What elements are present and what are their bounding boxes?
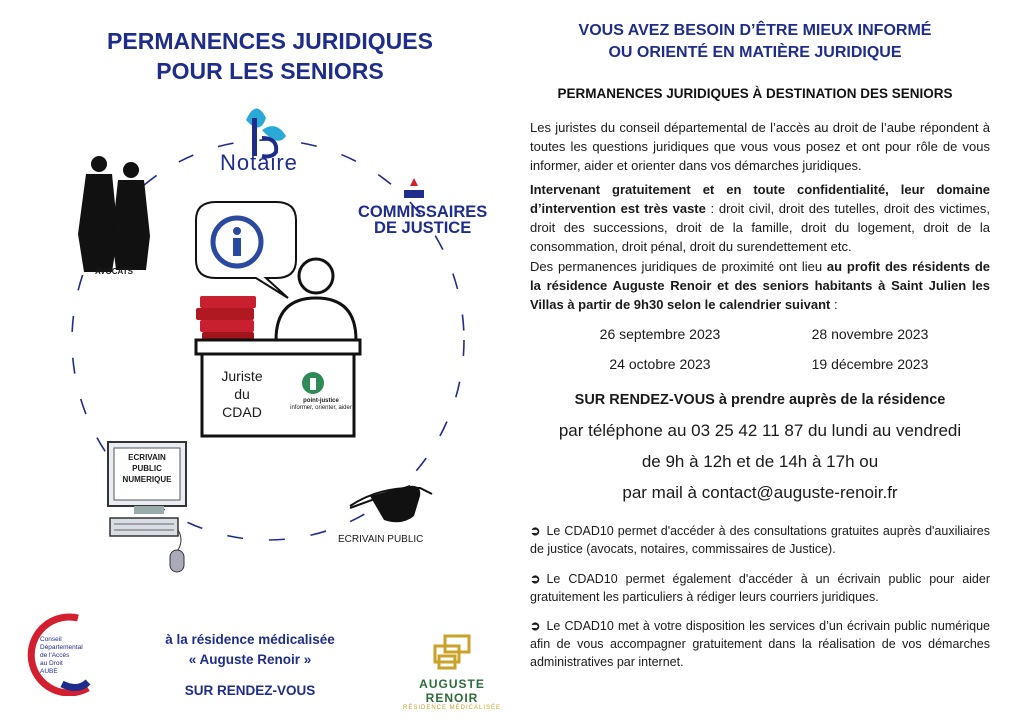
permanences-bold: au profit des résidents de la résidence Auguste Renoir et des seniors habitants à Saint Julien les Villas à partir de 9h30 selon le calendrier suivant	[530, 259, 990, 312]
auguste-renoir-logo	[396, 632, 508, 711]
bullet-arrow-icon: ➲	[530, 572, 541, 586]
commissaires-label	[358, 204, 487, 236]
juriste-line1: Juriste	[221, 368, 263, 384]
residence-line2: « Auguste Renoir »	[188, 652, 312, 667]
cdad-logo-line: de l'Accès	[40, 652, 70, 659]
notaire-label: Notaire	[220, 150, 298, 175]
ecrivain-numerique-label	[114, 452, 180, 485]
hours-line: de 9h à 12h et de 14h à 17h ou	[641, 452, 879, 471]
point-justice-name: point-justice	[303, 398, 339, 404]
footer-sur-rdv: SUR RENDEZ-VOUS	[184, 683, 316, 698]
residence-line1: à la résidence médicalisée	[165, 632, 335, 647]
avocats-label: AVOCATS	[95, 267, 133, 276]
intro-paragraph: Les juristes du conseil départemental de l’accès au droit de l’aube répondent à toutes les questions juridiques que vous vous posez et ont pour rôle de vous informer, aider et orienter dans vos démarches juridiques.	[530, 120, 990, 173]
cdad-logo-text	[40, 636, 83, 676]
ecrivain-public-label: ECRIVAIN PUBLIC	[338, 534, 424, 545]
right-title-line1: VOUS AVEZ BESOIN D’ÊTRE MIEUX INFORMÉ	[578, 22, 932, 39]
cdad-logo	[22, 612, 102, 696]
bullet-arrow-icon: ➲	[530, 619, 541, 633]
right-title	[540, 20, 970, 64]
bullet-item	[530, 522, 990, 558]
ecrivain-numerique-line3: NUMERIQUE	[122, 475, 172, 484]
date-item: 24 octobre 2023	[609, 356, 711, 372]
left-title	[80, 26, 460, 86]
dates-row	[555, 326, 975, 356]
residence-text	[140, 630, 360, 670]
bullet-text: Le CDAD10 permet d'accéder à des consultations gratuites auprès d'auxiliaires de justice (avocats, notaires, commissaires de Justice).	[530, 524, 990, 556]
date-item: 19 décembre 2023	[811, 356, 929, 372]
commissaires-line1: COMMISSAIRES	[358, 203, 488, 221]
cdad-logo-line: Départemental	[40, 644, 83, 651]
auguste-brand: AUGUSTE RENOIR	[419, 677, 485, 705]
point-justice-tagline: informer, orienter, aider	[290, 405, 352, 411]
juriste-line3: CDAD	[222, 404, 262, 420]
bullet-text: Le CDAD10 met à votre disposition les services d’un écrivain public numérique afin de vous accompagner gratuitement dans la réalisation de vos démarches administratives par internet.	[530, 619, 990, 669]
bullet-arrow-icon: ➲	[530, 524, 541, 538]
info-speech-bubble	[196, 202, 296, 298]
writing-hand-icon	[350, 486, 432, 523]
bullet-item	[530, 617, 990, 671]
point-justice-label	[290, 398, 352, 412]
permanences-end: :	[830, 297, 838, 312]
point-justice-icon	[302, 372, 324, 394]
cdad-logo-line: au Droit	[40, 660, 63, 667]
ecrivain-numerique-line1: ECRIVAIN	[128, 453, 166, 462]
juriste-line2: du	[234, 386, 250, 402]
commissaires-logo-icon	[404, 178, 424, 198]
bullet-text: Le CDAD10 permet également d'accéder à un écrivain public pour aider gratuitement les particuliers à rédiger leurs courriers juridiques.	[530, 572, 990, 604]
rdv-heading: SUR RENDEZ-VOUS à prendre auprès de la résidence	[574, 392, 946, 408]
ecrivain-numerique-line2: PUBLIC	[132, 464, 162, 473]
phone-line: par téléphone au 03 25 42 11 87 du lundi au vendredi	[558, 421, 962, 440]
date-item: 28 novembre 2023	[811, 326, 929, 342]
mail-line: par mail à contact@auguste-renoir.fr	[622, 483, 898, 502]
right-subheading: PERMANENCES JURIDIQUES À DESTINATION DES SENIORS	[557, 86, 953, 101]
domain-paragraph	[530, 180, 990, 256]
left-title-line2: POUR LES SENIORS	[156, 58, 384, 84]
avocats-icon	[78, 156, 150, 272]
domain-bold: Intervenant gratuitement et en toute confidentialité, leur domaine d’intervention est très vaste	[530, 182, 990, 216]
commissaires-line2: DE JUSTICE	[374, 219, 472, 237]
auguste-renoir-mark-icon	[427, 632, 477, 672]
cdad-logo-line: Conseil	[40, 636, 62, 643]
right-title-line2: OU ORIENTÉ EN MATIÈRE JURIDIQUE	[608, 44, 902, 61]
permanences-start: Des permanences juridiques de proximité ont lieu	[530, 259, 827, 274]
bullet-item	[530, 570, 990, 606]
dates-calendar	[555, 326, 975, 386]
domain-rest: : droit civil, droit des tutelles, droit des victimes, droit des successions, droit de la famille, droit du logement, droit de la consommation, droit pénal, droit du surendettement etc.	[530, 201, 991, 254]
cdad-logo-line: AUBE	[40, 668, 58, 675]
dates-row	[555, 356, 975, 386]
permanences-paragraph	[530, 257, 990, 314]
juriste-label	[212, 367, 272, 421]
auguste-sub: RÉSIDENCE MÉDICALISÉE	[402, 705, 502, 711]
date-item: 26 septembre 2023	[599, 326, 721, 342]
books-icon	[196, 296, 256, 340]
left-title-line1: PERMANENCES JURIDIQUES	[107, 28, 433, 54]
